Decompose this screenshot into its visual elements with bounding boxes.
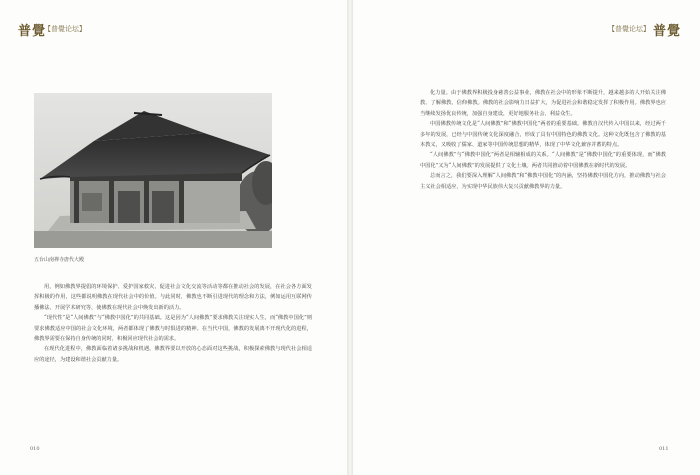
right-page bbox=[353, 0, 700, 475]
paragraph: 总而言之，我们要深入理解“人间佛教”和“佛教中国化”的内涵，坚持佛教中国化方向，推动佛教与社会主义社会相适应，为实现中华民族伟大复兴贡献佛教界的力量。 bbox=[420, 173, 666, 190]
paragraph: “现代性”是“人间佛教”与“佛教中国化”的共同基础。这是因为“人间佛教”要求佛教关注现实人生，而“佛教中国化”则要求佛教适应中国的社会文化环境，两者都体现了佛教与时俱进的精神。在当代中国，佛教的发展离不开现代化的进程，佛教界需要在保持自身传统的同时，积极回应现代社会的需求。 bbox=[34, 315, 312, 343]
temple-photo bbox=[34, 93, 272, 248]
logo: 普覺 bbox=[653, 24, 682, 39]
logo: 普覺 bbox=[18, 24, 47, 39]
section-tag: 【普覺论坛】 bbox=[608, 25, 650, 33]
paragraph: 在现代化进程中，佛教面临着诸多挑战和机遇。佛教界要以开放的心态面对这些挑战，积极探索佛教与现代社会相适应的途径，为建设和谐社会贡献力量。 bbox=[34, 346, 312, 363]
paragraph: 用，例如佛教界提倡的环境保护、爱护国家救灾、促进社会文化交流等活动等都在推动社会的发展，在社会各方面发挥积极的作用，这些都说明佛教在现代社会中的价值。与此同时，佛教也不断引进现代的理念和方法，例如运用互联网传播佛法、开展学术研究等，使佛教在现代社会中焕发出新的活力。 bbox=[34, 284, 312, 311]
right-body-text bbox=[420, 88, 666, 192]
page-number: 011 bbox=[659, 446, 669, 452]
paragraph: “人间佛教”与“佛教中国化”两者是相辅相成的关系。“人间佛教”是“佛教中国化”的重要体现，而“佛教中国化”又为“人间佛教”的发展提供了文化土壤。两者共同推动着中国佛教在新时代的发展。 bbox=[420, 152, 666, 169]
page-number: 010 bbox=[30, 446, 40, 452]
photo-caption: 五台山南禅寺唐代大殿 bbox=[34, 257, 85, 263]
left-page bbox=[0, 0, 347, 475]
section-tag: 【普覺论坛】 bbox=[44, 25, 86, 33]
paragraph: 化力量。由于佛教界积极投身慈善公益事业，佛教在社会中的形象不断提升，越来越多的人开始关注佛教、了解佛教、信仰佛教。佛教的社会影响力日益扩大，为促进社会和谐稳定发挥了积极作用。佛教界也应当继续发扬优良传统，加强自身建设，更好地服务社会、利益众生。 bbox=[420, 90, 666, 117]
temple-illustration bbox=[34, 93, 272, 248]
left-body-text bbox=[34, 282, 312, 365]
paragraph: 中国佛教传统文化是“人间佛教”和“佛教中国化”两者的重要基础。佛教自汉代传入中国以来，经过两千多年的发展，已经与中国传统文化深度融合，形成了具有中国特色的佛教文化。这种文化既包含了佛教的基本教义，又吸收了儒家、道家等中国传统思想的精华，体现了中华文化兼容并蓄的特点。 bbox=[420, 121, 666, 149]
